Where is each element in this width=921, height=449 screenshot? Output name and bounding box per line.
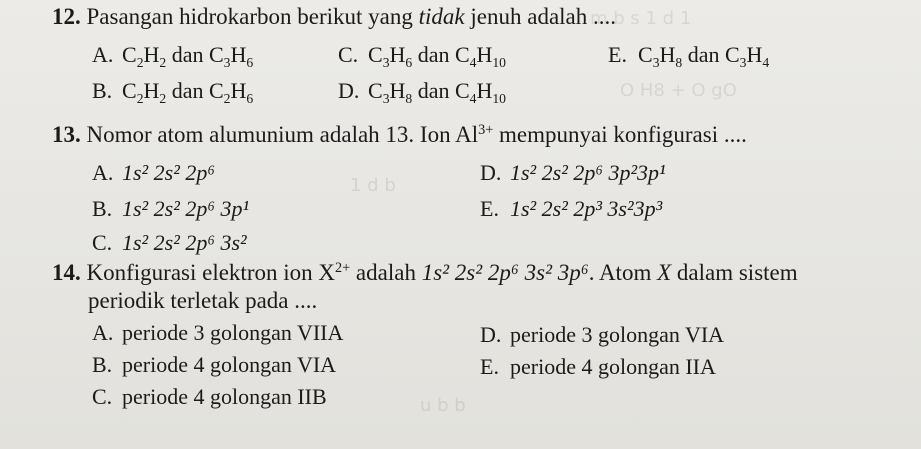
option-label: E. [480,354,499,379]
ion-charge: 3+ [478,122,494,139]
option-13-A[interactable] [92,160,215,186]
ion-symbol: X [318,260,335,285]
option-label: B. [92,352,113,377]
question-13-stem [52,122,747,148]
formula-2: $C_4H_{10}$ [454,42,506,70]
dan-word: dan [417,78,450,103]
option-13-D[interactable] [480,160,666,186]
option-13-C[interactable] [92,230,247,256]
option-12-A[interactable] [92,42,253,68]
bleed-through-mark: 1 d b [350,175,396,196]
option-label: A. [92,42,114,67]
formula-1: $C_2H_2$ [122,78,167,106]
option-label: C. [338,42,359,67]
formula-1: $C_3H_6$ [368,42,413,70]
question-number: 13. [52,122,81,147]
bleed-through-mark: O H8 + O gO [620,80,737,101]
ion-symbol: Al [455,122,479,147]
option-12-C[interactable] [338,42,506,68]
formula-2: $C_4H_{10}$ [454,78,506,106]
electron-config: 1s² 2s² 2p⁶ [122,160,215,185]
option-label: D. [480,160,502,185]
formula-1: $C_3H_8$ [638,42,683,70]
question-text: Konfigurasi elektron ion [86,260,319,285]
electron-config: 1s² 2s² 2p⁶ 3p¹ [122,196,250,221]
bleed-through-mark: m b s 1 d 1 [590,8,692,29]
option-label: E. [480,196,499,221]
electron-config: 1s² 2s² 2p⁶ 3s² 3p⁶ [421,260,589,285]
option-13-E[interactable] [480,196,662,222]
option-12-E[interactable] [608,42,769,68]
question-text-italic: tidak [418,4,465,29]
option-label: C. [92,230,113,255]
question-text: jenuh adalah .... [464,4,617,29]
question-number: 14. [52,260,81,285]
question-14-stem-line2: periodik terletak pada .... [88,288,318,313]
option-label: D. [480,322,502,347]
option-text: periode 3 golongan VIA [510,322,725,347]
option-14-D[interactable] [480,322,724,348]
option-label: E. [608,42,627,67]
question-number: 12. [52,4,81,29]
question-text: mempunyai konfigurasi .... [493,122,747,147]
dan-word: dan [171,42,204,67]
question-text: Pasangan hidrokarbon berikut yang [86,4,419,29]
electron-config: 1s² 2s² 2p⁶ 3p²3p¹ [510,160,666,185]
option-12-D[interactable] [338,78,506,104]
dan-word: dan [171,78,204,103]
option-text: periode 4 golongan IIB [122,384,327,409]
formula-1: $C_3H_8$ [368,78,413,106]
option-14-E[interactable] [480,354,716,380]
question-text: dalam sistem [671,260,798,285]
electron-config: 1s² 2s² 2p⁶ 3s² [122,230,247,255]
option-label: A. [92,320,114,345]
option-label: A. [92,160,114,185]
option-14-B[interactable] [92,352,336,378]
bleed-through-mark: u b b [420,395,466,416]
option-text: periode 4 golongan VIA [122,352,337,377]
question-text: Nomor atom alumunium adalah 13. Ion [86,122,456,147]
option-label: D. [338,78,360,103]
formula-2: $C_2H_6$ [208,78,254,106]
option-label: C. [92,384,113,409]
option-label: B. [92,78,113,103]
question-text: adalah [350,260,422,285]
atom-symbol: X [657,260,672,285]
option-14-C[interactable] [92,384,327,410]
option-14-A[interactable] [92,320,343,346]
ion-charge: 2+ [335,260,351,277]
option-12-B[interactable] [92,78,253,104]
option-text: periode 4 golongan IIA [510,354,716,379]
dan-word: dan [417,42,450,67]
electron-config: 1s² 2s² 2p³ 3s²3p³ [510,196,663,221]
question-12-stem [52,4,616,30]
question-text: . Atom [588,260,658,285]
question-14-stem [52,260,798,286]
formula-2: $C_3H_6$ [208,42,254,70]
option-13-B[interactable] [92,196,249,222]
dan-word: dan [687,42,720,67]
option-text: periode 3 golongan VIIA [122,320,344,345]
option-label: B. [92,196,113,221]
formula-2: $C_3H_4$ [724,42,770,70]
formula-1: $C_2H_2$ [122,42,167,70]
